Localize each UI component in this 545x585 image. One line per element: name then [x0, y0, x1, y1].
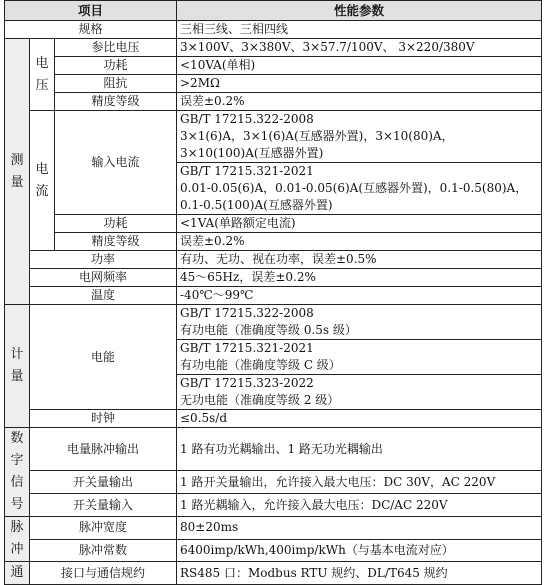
label-power-types: 功率 — [30, 251, 177, 269]
value-temperature: -40℃～99℃ — [177, 287, 542, 305]
value-energy-b: GB/T 17215.321-2021 有功电能（准确度等级 C 级） — [177, 340, 542, 375]
label-switch-in: 开关量输入 — [30, 494, 177, 517]
table-row — [5, 539, 542, 562]
table-row — [5, 428, 542, 471]
table-row — [5, 517, 542, 540]
label-energy: 电能 — [30, 305, 177, 410]
value-switch-out: 1 路开关量输出，允许接入最大电压：DC 30V，AC 220V — [177, 471, 542, 494]
value-current-input-b: GB/T 17215.321-2021 0.01-0.05(6)A，0.01-0.05(6)A(互感器外置)，0.1-0.5(80)A，0.1-0.5(100)A(互感器外置) — [177, 163, 542, 215]
group-pulse: 脉冲 — [5, 517, 30, 562]
value-pulse-constant: 6400imp/kWh,400imp/kWh（与基本电流对应） — [177, 539, 542, 562]
label-clock: 时钟 — [30, 410, 177, 428]
value-pulse-width: 80±20ms — [177, 517, 542, 540]
group-current: 电流 — [30, 111, 55, 251]
value-current-power: <1VA(单路额定电流) — [177, 215, 542, 233]
value-impedance: >2MΩ — [177, 75, 542, 93]
value-energy-a: GB/T 17215.322-2008 有功电能（准确度等级 0.5s 级） — [177, 305, 542, 340]
table-row — [5, 21, 542, 39]
table-row — [5, 287, 542, 305]
table-row — [5, 562, 542, 585]
table-row — [5, 269, 542, 287]
value-switch-in: 1 路光耦输入，允许接入最大电压：DC/AC 220V — [177, 494, 542, 517]
label-switch-out: 开关量输出 — [30, 471, 177, 494]
label-frequency: 电网频率 — [30, 269, 177, 287]
table-row — [5, 215, 542, 233]
group-digital: 数字信号 — [5, 428, 30, 517]
value-power-types: 有功、无功、视在功率，误差±0.5% — [177, 251, 542, 269]
value-clock: ≤0.5s/d — [177, 410, 542, 428]
value-pulse-out: 1 路有功光耦输出、1 路无功光耦输出 — [177, 428, 542, 471]
label-temperature: 温度 — [30, 287, 177, 305]
label-voltage-power: 功耗 — [55, 57, 177, 75]
value-voltage-ratio: 3×100V、3×380V、3×57.7/100V、 3×220/380V — [177, 39, 542, 57]
table-row — [5, 75, 542, 93]
table-row — [5, 305, 542, 340]
value-voltage-accuracy: 误差±0.2% — [177, 93, 542, 111]
label-pulse-out: 电量脉冲输出 — [30, 428, 177, 471]
header-row — [5, 1, 542, 21]
value-spec-model: 三相三线、三相四线 — [177, 21, 542, 39]
label-voltage-accuracy: 精度等级 — [55, 93, 177, 111]
group-comm: 通 — [5, 562, 30, 585]
table-row — [5, 471, 542, 494]
group-voltage: 电压 — [30, 39, 55, 111]
label-pulse-width: 脉冲宽度 — [30, 517, 177, 540]
label-voltage-ratio: 参比电压 — [55, 39, 177, 57]
label-current-input: 输入电流 — [55, 111, 177, 215]
header-spec: 性能参数 — [177, 1, 542, 21]
value-current-input-a: GB/T 17215.322-2008 3×1(6)A，3×1(6)A(互感器外置)，3×10(80)A，3×10(100)A(互感器外置) — [177, 111, 542, 163]
label-impedance: 阻抗 — [55, 75, 177, 93]
group-metering: 计量 — [5, 305, 30, 428]
table-row — [5, 494, 542, 517]
label-protocol: 接口与通信规约 — [30, 562, 177, 585]
value-frequency: 45～65Hz，误差±0.2% — [177, 269, 542, 287]
table-row — [5, 57, 542, 75]
label-pulse-constant: 脉冲常数 — [30, 539, 177, 562]
table-row — [5, 93, 542, 111]
label-current-accuracy: 精度等级 — [55, 233, 177, 251]
value-energy-c: GB/T 17215.323-2022 无功电能（准确度等级 2 级） — [177, 375, 542, 410]
table-row — [5, 410, 542, 428]
value-voltage-power: <10VA(单相) — [177, 57, 542, 75]
group-measure: 测量 — [5, 39, 30, 305]
table-row — [5, 251, 542, 269]
table-row — [5, 233, 542, 251]
spec-table — [4, 0, 542, 585]
value-current-accuracy: 误差±0.2% — [177, 233, 542, 251]
header-item: 项目 — [5, 1, 177, 21]
table-row — [5, 39, 542, 57]
label-spec-model: 规格 — [5, 21, 177, 39]
value-protocol: RS485 口：Modbus RTU 规约、DL/T645 规约 — [177, 562, 542, 585]
label-current-power: 功耗 — [55, 215, 177, 233]
